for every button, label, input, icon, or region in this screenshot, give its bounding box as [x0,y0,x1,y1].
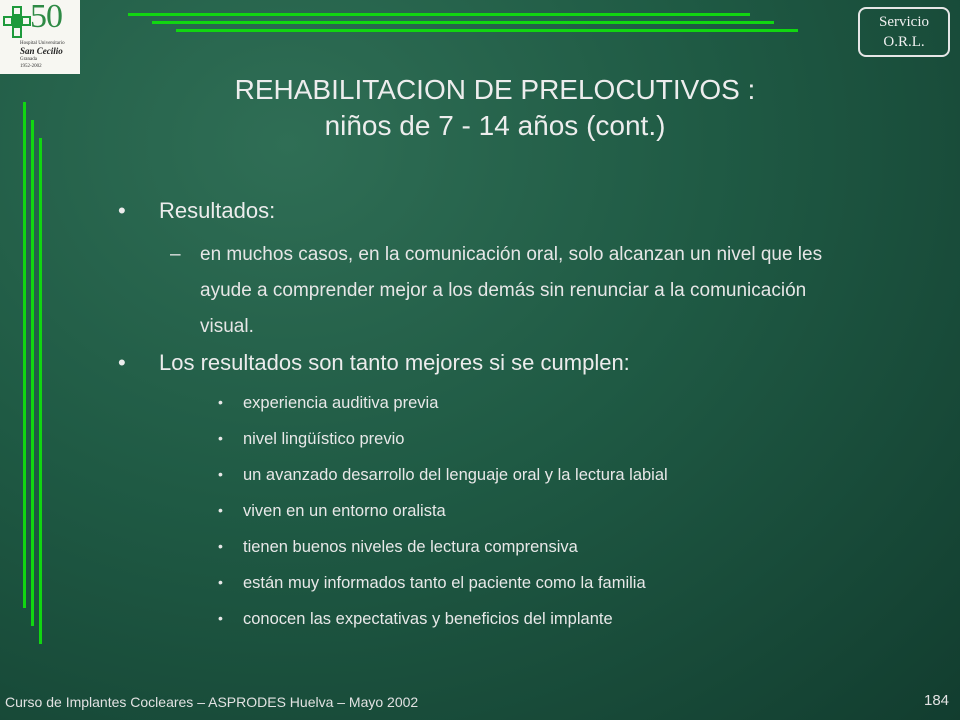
bullet-marker: • [118,350,126,375]
decor-line-h2 [152,21,774,24]
bullet-marker: • [218,394,223,410]
bullet-marker: • [218,466,223,482]
bullet-marker: • [218,502,223,518]
slide-title [150,72,840,144]
logo-line-4: 1952-2002 [20,64,42,69]
decor-line-h1 [128,13,750,16]
hospital-logo [0,0,80,74]
bullet-marker: • [218,430,223,446]
conditions-heading: Los resultados son tanto mejores si se cumplen: [159,350,630,375]
footer-text: Curso de Implantes Cocleares – ASPRODES Huelva – Mayo 2002 [5,694,419,710]
page-number: 184 [924,692,950,709]
decor-line-v1 [23,102,26,608]
list-item-text: experiencia auditiva previa [243,394,439,412]
cross-icon [2,4,32,40]
logo-line-1: Hospital Universitario [20,41,65,46]
list-item-text: nivel lingüístico previo [243,430,405,448]
results-detail-text: en muchos casos, en la comunicación oral, solo alcanzan un nivel que les ayude a comprender mejor a los demás sin renunciar a la comunicación visual. [200,244,823,337]
results-heading: Resultados: [159,198,276,223]
list-item-text: conocen las expectativas y beneficios del implante [243,610,613,628]
badge-line-2: O.R.L. [883,34,925,50]
title-line-2: niños de 7 - 14 años (cont.) [324,110,666,141]
title-line-1: REHABILITACION DE PRELOCUTIVOS : [234,74,756,105]
dash-marker: – [170,244,181,265]
service-badge [858,7,950,57]
bullet-marker: • [118,198,126,223]
decor-line-h3 [176,29,798,32]
logo-line-2: San Cecilio [20,46,63,56]
decor-line-v2 [31,120,34,626]
logo-line-3: Granada [20,57,37,62]
bullet-marker: • [218,574,223,590]
anniversary-number: 50 [30,0,62,35]
list-item-text: un avanzado desarrollo del lenguaje oral y la lectura labial [243,466,668,484]
list-item-text: viven en un entorno oralista [243,502,446,520]
badge-line-1: Servicio [879,14,929,30]
list-item-text: están muy informados tanto el paciente como la familia [243,574,646,592]
bullet-marker: • [218,610,223,626]
list-item-text: tienen buenos niveles de lectura comprensiva [243,538,578,556]
bullet-marker: • [218,538,223,554]
decor-line-v3 [39,138,42,644]
